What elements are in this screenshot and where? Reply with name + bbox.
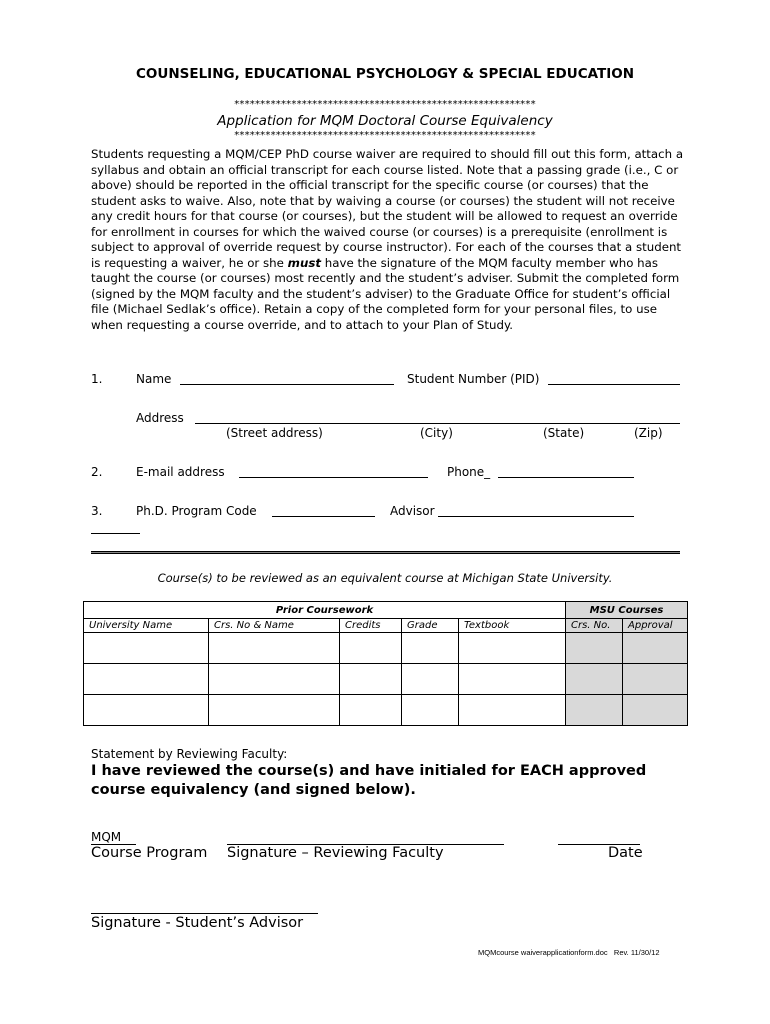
pid-label: Student Number (PID) [407,372,540,386]
msu-courses-header: MSU Courses [566,602,688,619]
section-divider [91,551,680,554]
table-cell[interactable] [402,695,459,726]
table-cell[interactable] [340,633,402,664]
mqm-value: MQM [91,830,122,844]
intro-text-part2: have the signature of the MQM faculty member who has taught the course (or courses) most recently and the student’s adviser. Submit the completed form (signed by the MQM faculty and the student’s adviser) to the Graduate Office for student’s official file (Michael Sedlak’s office). Retain a copy of the completed form for your personal files, to use when requesting a course override, and to attach to your Plan of Study. [91,255,680,332]
zip-caption: (Zip) [634,426,663,440]
table-cell[interactable] [402,664,459,695]
table-row [84,633,688,664]
col-msu-course-no: Crs. No. [566,619,623,633]
table-cell[interactable] [566,695,623,726]
table-cell[interactable] [623,633,688,664]
table-cell[interactable] [84,695,209,726]
table-cell[interactable] [209,664,340,695]
star-divider-bottom: ********************************************************** [234,130,536,141]
email-field[interactable] [239,477,428,478]
col-credits: Credits [340,619,402,633]
phone-field[interactable] [498,477,634,478]
address-label: Address [136,411,184,425]
intro-text-part1: Students requesting a MQM/CEP PhD course waiver are required to should fill out this form, attach a syllabus and obtain an official transcript for each course listed. Note that a passing grade (i.e., C or above) should be reported in the official transcript for the specific course (or courses) that the student asks to waive. Also, note that by waiving a course (or courses) the student will not receive any credit hours for that course (or courses), but the student will be allowed to request an override for enrollment in courses for which the waived course (or courses) is a prerequisite (enrollment is subject to approval of override request by course instructor). For each of the courses that a student is requesting a waiver, he or she [91,147,684,270]
table-cell[interactable] [623,695,688,726]
item-number-3: 3. [91,504,103,518]
statement-text: I have reviewed the course(s) and have initialed for EACH approved course equivalency (and signed below). [91,763,647,798]
col-course-no-name: Crs. No & Name [209,619,340,633]
col-approval: Approval [623,619,688,633]
table-cell[interactable] [340,664,402,695]
table-cell[interactable] [209,695,340,726]
table-cell[interactable] [566,664,623,695]
advisor-field[interactable] [438,516,634,517]
date-label: Date [608,845,643,861]
table-row [84,695,688,726]
footer-filename: MQMcourse waiverapplicationform.doc [478,948,608,957]
item-number-2: 2. [91,465,103,479]
name-label: Name [136,372,172,386]
pid-field[interactable] [548,384,680,385]
footer-revision: Rev. 11/30/12 [613,948,660,957]
program-code-label: Ph.D. Program Code [136,504,257,518]
item-number-1: 1. [91,372,103,386]
statement-label: Statement by Reviewing Faculty: [91,747,288,761]
col-textbook: Textbook [459,619,566,633]
city-caption: (City) [420,426,453,440]
advisor-label: Advisor [390,504,435,518]
table-cell[interactable] [459,633,566,664]
coursework-table [83,601,688,726]
course-program-label: Course Program [91,845,208,861]
program-code-field[interactable] [272,516,375,517]
table-cell[interactable] [209,633,340,664]
table-cell[interactable] [459,695,566,726]
intro-paragraph [91,147,691,333]
table-cell[interactable] [84,664,209,695]
footer [478,948,660,957]
state-caption: (State) [543,426,585,440]
program-code-overflow-line [91,533,140,534]
table-cell[interactable] [402,633,459,664]
faculty-signature-label: Signature – Reviewing Faculty [227,845,444,861]
table-cell[interactable] [340,695,402,726]
prior-coursework-header: Prior Coursework [84,602,566,619]
table-cell[interactable] [459,664,566,695]
address-field[interactable] [195,423,680,424]
name-field[interactable] [180,384,394,385]
col-university-name: University Name [84,619,209,633]
phone-label: Phone_ [447,465,491,479]
street-address-caption: (Street address) [226,426,323,440]
table-cell[interactable] [623,664,688,695]
intro-emphasis-must: must [287,255,322,270]
advisor-signature-label: Signature - Student’s Advisor [91,915,304,931]
table-cell[interactable] [566,633,623,664]
courses-caption: Course(s) to be reviewed as an equivalent course at Michigan State University. [157,571,613,585]
advisor-signature-field[interactable] [91,913,318,914]
department-heading: COUNSELING, EDUCATIONAL PSYCHOLOGY & SPECIAL EDUCATION [135,66,635,82]
form-title: Application for MQM Doctoral Course Equivalency [217,113,553,129]
table-cell[interactable] [84,633,209,664]
email-label: E-mail address [136,465,225,479]
star-divider-top: ********************************************************** [234,99,536,110]
table-row [84,664,688,695]
col-grade: Grade [402,619,459,633]
